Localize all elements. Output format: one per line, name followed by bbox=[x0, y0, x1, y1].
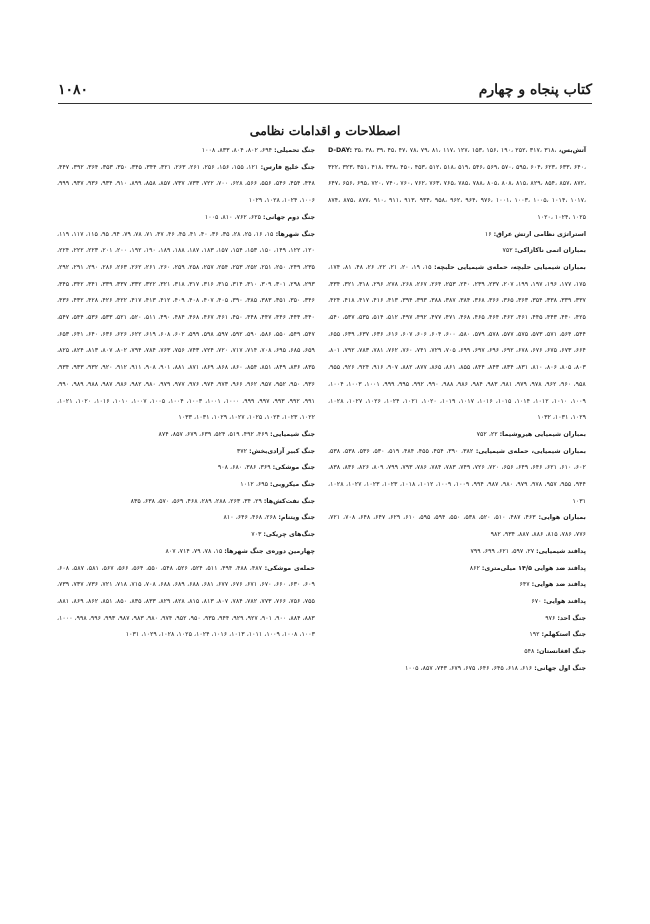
page-number: ۱۰۸۰ bbox=[58, 82, 89, 98]
page-references: ۴۸۷، ۴۸۸، ۴۹۴، ۵۱۱، ۵۲۴، ۵۲۶، ۵۴۸، ۵۵۰، ۵۶۴، ۵۶۶، ۵۶۷، ۵۸۱، ۵۸۷، ۶۰۸، ۶۰۹، ۶۳۰، ۶۶۰، ۶۷۰، ۶۷۱، ۶۷۶، ۶۷۷، ۶۸۱، ۶۸۸، ۶۸۹، ۶۸۸، ۷۰۸، ۷۱۵، ۷۱۸، ۷۲۱، ۷۳۶، ۷۳۷، ۷۳۹، ۷۵۵، ۷۵۶، ۷۶۶، ۷۷۳، ۷۸۲، ۷۸۴، ۸۰۷، ۸۱۳، ۸۱۵، ۸۲۸، ۸۲۹، ۸۳۳، ۸۳۵، ۸۵۰، ۸۵۱، ۸۶۲، ۸۶۹، ۸۸۱، ۸۸۳، ۸۸۴، ۹۰۰، ۹۰۱، ۹۲۷، ۹۲۹، ۹۴۴، ۹۳۵، ۹۵۰، ۹۵۲، ۹۷۴، ۹۸۰، ۹۸۳، ۹۸۷، ۹۹۳، ۹۹۶، ۹۹۸، ۱۰۰۰، ۱۰۰۳، ۱۰۰۸، ۱۰۰۹، ۱۰۱۱، ۱۰۱۳، ۱۰۱۶، ۱۰۲۴، ۱۰۲۵، ۱۰۲۸، ۱۰۲۹، ۱۰۳۱ bbox=[57, 564, 315, 639]
index-entry bbox=[328, 510, 586, 543]
index-term: پدافند ضد هوایی: bbox=[531, 581, 586, 589]
page-references: ۱۶ bbox=[484, 230, 492, 238]
page-references: ۸۶۲ bbox=[469, 564, 480, 572]
page-references: ۶۱۶، ۶۱۸، ۶۴۵، ۶۴۶، ۶۷۵، ۶۷۹، ۷۴۳، ۸۵۷، ۱۰۰۵ bbox=[405, 664, 533, 672]
index-term: پدافند ضد هوایی ۱۴/۵ میلی‌متری: bbox=[481, 564, 586, 572]
page-references: ۱۵، ۱۹، ۲۰، ۲۱، ۲۲، ۲۶، ۴۸، ۸۱، ۱۷۴، ۱۷۵، ۱۷۷، ۱۹۶، ۱۹۷، ۱۹۹، ۲۰۷، ۲۳۷، ۲۳۹، ۲۴۰، ۲۵۳، ۲۶۴، ۲۶۷، ۲۶۸، ۲۷۸، ۲۹۶، ۳۱۸، ۳۲۱، ۳۳۴، ۳۳۷، ۳۳۹، ۳۳۸، ۳۵۴، ۳۶۳، ۳۶۵، ۳۶۶، ۳۶۸، ۳۸۴، ۳۸۷، ۳۸۸، ۳۹۳، ۳۹۴، ۴۱۳، ۴۱۶، ۴۱۷، ۴۱۸، ۴۲۴، ۴۲۵، ۴۴۰، ۴۴۳، ۴۴۵، ۴۶۱، ۴۶۲، ۴۶۴، ۴۶۵، ۴۶۸، ۴۷۱، ۴۷۷، ۴۹۲، ۴۹۷، ۵۱۲، ۵۱۴، ۵۳۵، ۵۳۷، ۵۴۰، ۵۴۴، ۵۶۴، ۵۷۱، ۵۷۳، ۵۷۵، ۵۷۷، ۵۷۸، ۵۷۹، ۵۸۰، ۶۰۰، ۶۰۴، ۶۰۶، ۶۰۷، ۶۱۶، ۶۳۶، ۶۳۷، ۶۳۹، ۶۵۵، ۶۶۴، ۶۷۳، ۶۷۵، ۶۷۶، ۶۷۸، ۶۹۲، ۶۹۶، ۶۹۷، ۶۹۹، ۷۰۵، ۷۲۹، ۷۴۱، ۷۶۰، ۷۶۲، ۷۸۱، ۷۸۳، ۷۹۲، ۸۰۱، ۸۰۳، ۸۰۵، ۸۰۶، ۸۱۰، ۸۳۱، ۸۳۴، ۸۴۳، ۸۴۴، ۸۵۵، ۸۶۱، ۸۶۵، ۸۷۷، ۸۸۲، ۹۰۷، ۹۱۶، ۹۲۴، ۹۲۶، ۹۵۵، ۹۵۸، ۹۶۰، ۹۶۲، ۹۷۸، ۹۷۹، ۹۸۱، ۹۸۳، ۹۸۴، ۹۸۶، ۹۸۸، ۹۹۰، ۹۹۲، ۹۹۵، ۹۹۹، ۱۰۰۱، ۱۰۰۳، ۱۰۰۴، ۱۰۰۹، ۱۰۱۰، ۱۰۱۲، ۱۰۱۴، ۱۰۱۵، ۱۰۱۶، ۱۰۱۷، ۱۰۱۹، ۱۰۲۰، ۱۰۲۱، ۱۰۲۴، ۱۰۲۶، ۱۰۲۷، ۱۰۲۸، ۱۰۲۹، ۱۰۳۱، ۱۰۳۲ bbox=[328, 263, 586, 422]
page-references: ۶۹۴، ۸۰۲، ۸۰۴، ۸۳۳، ۱۰۰۸ bbox=[201, 147, 273, 154]
page-references: ۶۷۰ bbox=[531, 597, 542, 605]
page-references: ۷۵۲ bbox=[502, 247, 513, 255]
index-entry bbox=[57, 477, 315, 494]
index-entry bbox=[57, 160, 315, 210]
section-title: اصطلاحات و اقدامات نظامی bbox=[249, 123, 401, 138]
page-references: ۶۴۷ bbox=[519, 581, 530, 589]
index-entry bbox=[57, 510, 315, 527]
index-term: جنگ دوم جهانی: bbox=[262, 213, 315, 221]
index-term: پدافند هوایی: bbox=[543, 597, 586, 605]
index-term: جنگ خلیج فارس: bbox=[260, 163, 315, 171]
index-term: جنگ کبیر آزادی‌بخش: bbox=[249, 447, 315, 455]
index-term: جنگ‌های چریکی: bbox=[263, 531, 315, 539]
index-column-right bbox=[328, 143, 586, 678]
page-references: ۲۹، ۳۴، ۲۶۳، ۲۸۸، ۲۸۹، ۴۶۸، ۵۶۹، ۵۷۰، ۶۳۸، ۸۳۵ bbox=[130, 497, 262, 505]
index-entry bbox=[328, 594, 586, 611]
index-term: جنگ میکروبی: bbox=[270, 481, 315, 489]
index-term: بمباران اتمی ناکازاکی: bbox=[514, 247, 586, 255]
index-term: چهارمین دوره‌ی جنگ شهرها: bbox=[224, 547, 315, 555]
page-references: ۲۶۸، ۴۶۸، ۶۴۶، ۸۱۰ bbox=[223, 514, 277, 522]
index-term: جنگ شیمیایی: bbox=[270, 430, 315, 438]
index-entry bbox=[328, 260, 586, 427]
index-entry bbox=[328, 143, 586, 227]
index-term: بمباران شیمیایی، حمله‌ی شیمیایی: bbox=[475, 447, 586, 455]
page-references: ۳۸۲، ۳۹۰، ۴۵۴، ۴۵۵، ۴۸۴، ۵۱۹، ۵۳۰، ۵۳۶، ۵۳۸، ۵۳۸، ۶۰۲، ۶۱۰، ۶۲۱، ۶۴۶، ۶۴۹، ۶۵۶، ۷۲۰، ۷۲۶، ۷۴۹، ۷۸۳، ۷۸۴، ۷۸۶، ۷۹۳، ۷۹۹، ۸۰۹، ۸۲۶، ۸۳۶، ۸۳۸، ۹۴۴، ۹۵۵، ۹۵۷، ۹۷۸، ۹۷۹، ۹۸۰، ۹۸۷، ۹۹۴، ۱۰۰۹، ۱۰۰۹، ۱۰۱۲، ۱۰۱۸، ۱۰۲۳، ۱۰۲۳، ۱۰۲۷، ۱۰۲۸، ۱۰۳۱ bbox=[328, 447, 586, 505]
index-term: جنگ استکهلم: bbox=[541, 631, 586, 639]
index-entry bbox=[328, 444, 586, 511]
index-entry bbox=[57, 494, 315, 511]
page-references: ۲۲، ۷۵۲ bbox=[476, 430, 498, 438]
index-term: بمباران شیمیایی حلبچه، حمله‌ی شیمیایی حلبچه: bbox=[434, 263, 586, 271]
page-references: ۱۲۱، ۱۵۵، ۱۵۶، ۲۵۶، ۲۶۱، ۲۶۳، ۳۲۱، ۳۴۴، ۳۴۵، ۳۵۰، ۳۵۳، ۳۶۴، ۳۹۲، ۴۴۷، ۴۴۸، ۴۵۴، ۵۴۶، ۵۵۶، ۵۶۶، ۶۲۸، ۷۰۰، ۷۲۲، ۷۳۳، ۷۳۷، ۸۵۷، ۸۵۸، ۸۹۹، ۹۱۰، ۹۳۴، ۹۳۶، ۹۳۷، ۹۹۹، ۱۰۰۶، ۱۰۲۴، ۱۰۲۸، ۱۰۲۹ bbox=[57, 163, 315, 205]
index-entry bbox=[57, 527, 315, 544]
page-references: ۴۶۹، ۴۹۲، ۵۱۹، ۵۲۴، ۶۳۹، ۶۷۹، ۸۵۷، ۸۷۴ bbox=[158, 430, 269, 438]
page-references: ۱۵، ۷۸، ۷۹، ۷۱۴، ۸۰۷ bbox=[165, 547, 223, 555]
index-entry bbox=[328, 644, 586, 661]
page-references: ۹۷۶ bbox=[545, 614, 556, 622]
page-references: ۷۰۳ bbox=[251, 531, 262, 539]
page-references: ۳۵، ۳۸، ۳۹، ۴۵، ۴۷، ۷۸، ۷۹، ۸۱، ۱۱۷، ۱۲۷، ۱۵۳، ۱۵۶، ۱۹۰، ۲۵۲، ۳۱۷، ۳۱۸، ۳۲۲، ۳۲۳، ۳۵۱، ۴۱۸، ۴۳۸، ۴۵۰، ۴۵۳، ۵۱۲، ۵۱۸، ۵۱۹، ۵۴۶، ۵۶۹، ۵۷۰، ۵۹۵، ۶۰۴، ۶۲۳، ۶۳۳، ۶۴۰، ۶۴۷، ۶۵۶، ۶۹۵، ۷۲۰، ۷۴۰، ۷۶۰، ۷۶۲، ۷۶۳، ۷۶۵، ۷۸۵، ۷۸۸، ۸۰۵، ۸۰۸، ۸۱۵، ۸۲۹، ۸۵۴، ۸۵۷، ۸۷۲، ۸۷۴، ۸۷۵، ۸۷۷، ۹۱۰، ۹۱۱، ۹۱۳، ۹۳۴، ۹۵۸، ۹۶۲، ۹۶۴، ۹۷۶، ۱۰۰۱، ۱۰۰۳، ۱۰۰۵، ۱۰۱۴، ۱۰۱۷، ۱۰۲۰، ۱۰۲۴، ۱۰۲۵ bbox=[328, 147, 586, 221]
page-references: ۱۹۲ bbox=[529, 631, 540, 639]
index-term: جنگ ویتنام: bbox=[278, 514, 315, 522]
index-entry bbox=[328, 661, 586, 678]
running-title: کتاب پنجاه و چهارم bbox=[478, 82, 592, 98]
index-entry bbox=[57, 227, 315, 427]
index-entry bbox=[57, 544, 315, 561]
index-term: بمباران شیمیایی هیروشیما: bbox=[499, 430, 586, 438]
index-entry bbox=[328, 427, 586, 444]
index-entry bbox=[328, 627, 586, 644]
page-header bbox=[58, 80, 592, 102]
index-entry bbox=[328, 561, 586, 578]
index-entry bbox=[328, 577, 586, 594]
page-references: ۳۶۹، ۳۸۶، ۶۸۰، ۹۰۸ bbox=[217, 464, 271, 472]
page-references: ۶۲۵، ۷۶۲، ۸۱۰، ۱۰۰۵ bbox=[204, 213, 261, 221]
page-references: ۵۴۸ bbox=[524, 648, 535, 656]
index-term: جنگ موشکی: bbox=[272, 464, 315, 472]
index-term: پدافند شیمیایی: bbox=[536, 547, 586, 555]
index-entry bbox=[57, 210, 315, 227]
page-references: ۲۷، ۵۹۷، ۶۲۱، ۶۹۹، ۷۹۹ bbox=[470, 547, 535, 555]
index-term: بمباران هوایی: bbox=[538, 514, 586, 522]
index-entry bbox=[328, 227, 586, 244]
index-term: آتش‌بس، D-DAY: bbox=[328, 147, 586, 154]
index-column-left bbox=[57, 143, 315, 644]
index-entry bbox=[57, 143, 315, 160]
page-references: ۴۶۳، ۴۸۷، ۵۱۰، ۵۲۰، ۵۳۸، ۵۵۰، ۵۹۴، ۵۹۵، ۶۱۰، ۶۲۹، ۶۴۷، ۶۴۸، ۷۰۸، ۷۲۱، ۷۷۶، ۷۸۶، ۸۱۵، ۸۸۶، ۸۸۷، ۹۳۴، ۹۸۲ bbox=[328, 514, 586, 539]
index-entry bbox=[57, 460, 315, 477]
index-term: جنگ نفت‌کش‌ها: bbox=[263, 497, 315, 505]
page-references: ۳۷۲ bbox=[236, 447, 248, 455]
index-entry bbox=[57, 444, 315, 461]
index-entry bbox=[57, 427, 315, 444]
header-rule bbox=[58, 103, 592, 104]
index-entry bbox=[328, 243, 586, 260]
index-term: جنگ شهرها: bbox=[275, 230, 316, 238]
index-term: جنگ افغانستان: bbox=[536, 648, 586, 656]
index-entry bbox=[328, 544, 586, 561]
index-term: حمله‌ی موشکی: bbox=[264, 564, 315, 572]
index-entry bbox=[57, 561, 315, 645]
page-references: ۱۵، ۱۶، ۲۵، ۲۸، ۳۵، ۳۶، ۴۰، ۴۱، ۴۵، ۴۶، ۴۷، ۷۱، ۷۸، ۷۹، ۹۴، ۹۵، ۱۱۵، ۱۱۷، ۱۱۹، ۱۲۰، ۱۲۲، ۱۴۹، ۱۵۰، ۱۵۳، ۱۵۴، ۱۵۷، ۱۸۳، ۱۸۷، ۱۸۸، ۱۸۹، ۱۹۰، ۱۹۲، ۲۰۰، ۲۰۱، ۲۲۳، ۲۲۲، ۲۲۴، ۲۳۵، ۲۴۹، ۲۵۰، ۲۵۱، ۲۵۲، ۲۵۳، ۲۵۴، ۲۵۷، ۲۵۸، ۲۵۹، ۲۶۰، ۲۶۱، ۲۶۲، ۲۶۳، ۲۸۶، ۲۹۰، ۲۹۱، ۲۹۲، ۲۹۳، ۲۹۸، ۳۰۱، ۳۰۹، ۳۱۰، ۳۱۴، ۳۱۵، ۳۱۶، ۳۱۷، ۳۱۸، ۳۲۱، ۳۲۲، ۳۳۲، ۳۳۷، ۳۳۹، ۳۴۱، ۳۴۲، ۳۴۵، ۳۴۶، ۳۵۰، ۳۵۱، ۳۸۳، ۳۸۵، ۳۹۰، ۴۰۵، ۴۰۷، ۴۰۸، ۴۰۹، ۴۱۲، ۴۱۳، ۴۱۷، ۴۲۲، ۴۲۶، ۴۲۸، ۴۳۲، ۴۳۶، ۴۴۰، ۴۴۴، ۴۴۶، ۴۴۷، ۴۴۸، ۴۵۰، ۴۶۱، ۴۶۷، ۴۶۸، ۴۸۴، ۴۹۰، ۵۱۱، ۵۲۰، ۵۲۱، ۵۳۳، ۵۳۶، ۵۴۴، ۵۴۷، ۵۴۷، ۵۴۹، ۵۵۰، ۵۸۶، ۵۹۰، ۵۹۲، ۵۹۷، ۵۹۸، ۵۹۹، ۶۰۲، ۶۰۸، ۶۱۹، ۶۲۲، ۶۲۶، ۶۳۶، ۶۴۰، ۶۴۱، ۶۵۳، ۶۵۹، ۶۸۵، ۶۹۵، ۷۰۸، ۷۱۴، ۷۱۷، ۷۲۰، ۷۲۴، ۷۴۳، ۷۵۶، ۷۶۳، ۷۸۴، ۷۹۴، ۸۰۲، ۸۰۷، ۸۱۳، ۸۲۴، ۸۲۵، ۸۳۵، ۸۳۶، ۸۴۹، ۸۵۱، ۸۵۴، ۸۶۰، ۸۶۸، ۸۶۹، ۸۷۱، ۸۸۱، ۹۰۱، ۹۰۸، ۹۱۱، ۹۱۲، ۹۲۰، ۹۳۲، ۹۳۳، ۹۳۴، ۹۳۶، ۹۵۰، ۹۵۲، ۹۵۷، ۹۶۲، ۹۶۶، ۹۷۳، ۹۷۴، ۹۷۶، ۹۷۷، ۹۷۹، ۹۸۰، ۹۸۲، ۹۸۶، ۹۸۷، ۹۸۸، ۹۸۹، ۹۹۰، ۹۹۱، ۹۹۲، ۹۹۳، ۹۹۷، ۹۹۹، ۱۰۰۰، ۱۰۰۱، ۱۰۰۳، ۱۰۰۴، ۱۰۰۵، ۱۰۰۷، ۱۰۱۰، ۱۰۱۶، ۱۰۲۰، ۱۰۲۱، ۱۰۲۲، ۱۰۲۳، ۱۰۲۴، ۱۰۲۵، ۱۰۲۷، ۱۰۲۹، ۱۰۳۱، ۱۰۳۳ bbox=[57, 230, 315, 422]
index-term: جنگ تحمیلی: bbox=[274, 147, 315, 154]
index-term: جنگ اول جهانی: bbox=[534, 664, 586, 672]
page-references: ۶۹۵، ۱۰۱۲ bbox=[240, 481, 269, 489]
index-entry bbox=[328, 611, 586, 628]
index-term: استراتژی نظامی ارتش عراق: bbox=[493, 230, 586, 238]
index-term: جنگ احد: bbox=[557, 614, 586, 622]
